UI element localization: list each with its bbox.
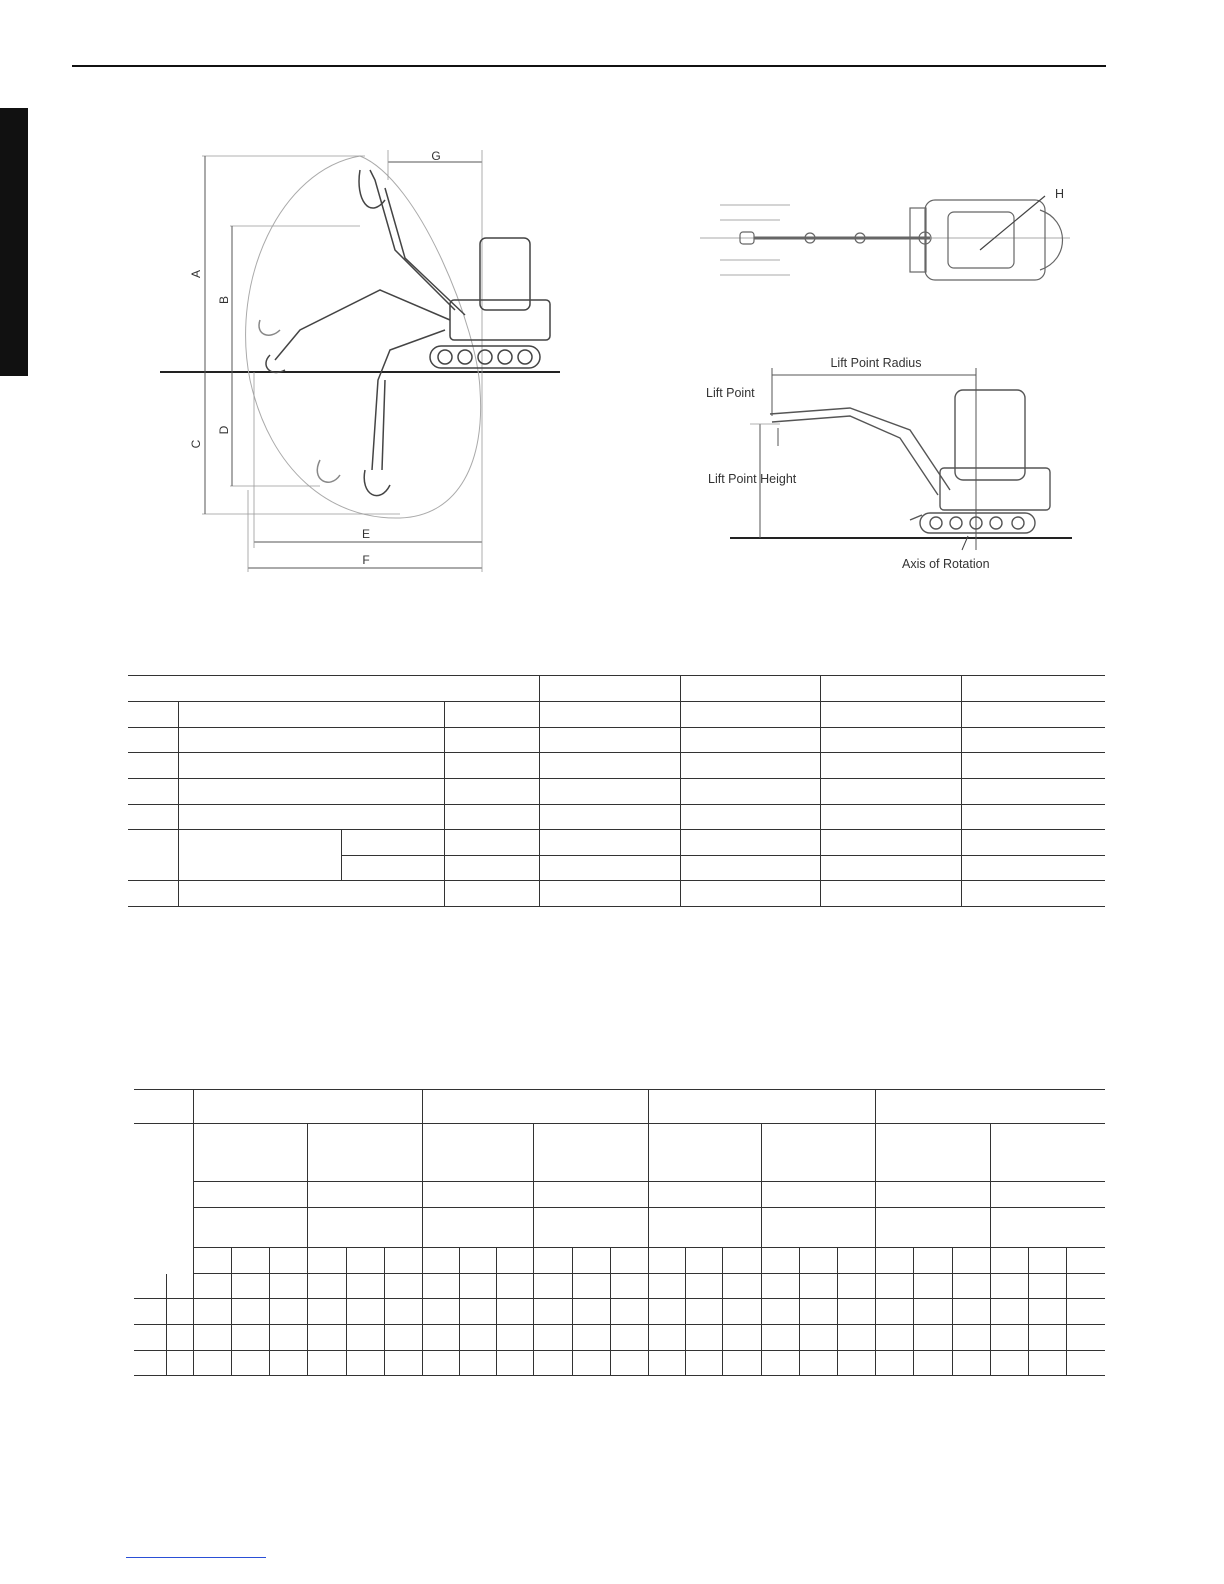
lift-header-row-3	[134, 1182, 1105, 1208]
label-h: H	[1055, 187, 1065, 201]
lift-point-svg	[700, 350, 1090, 580]
label-axis-of-rotation: Axis of Rotation	[902, 557, 990, 571]
working-range-svg	[160, 140, 580, 580]
working-range-diagram	[160, 140, 580, 580]
spec-row	[128, 728, 1105, 753]
lift-data-row	[134, 1274, 1105, 1299]
dim-label-c: C	[189, 439, 203, 449]
lift-header-row-2	[134, 1124, 1105, 1182]
swing-radius-line	[980, 196, 1045, 250]
excavator-side-illustration	[770, 390, 1050, 533]
label-lift-point-height: Lift Point Height	[708, 472, 797, 486]
dim-label-d: D	[217, 425, 231, 435]
excavator-plan-illustration	[720, 200, 1063, 280]
spec-row	[128, 881, 1105, 907]
plan-view-svg	[700, 180, 1080, 300]
spec-row	[128, 805, 1105, 830]
dim-label-f: F	[362, 553, 370, 567]
dim-label-g: G	[431, 149, 441, 163]
lift-data-row	[134, 1351, 1105, 1376]
label-lift-point-radius: Lift Point Radius	[830, 356, 922, 370]
spec-row	[128, 830, 1105, 856]
lift-capacity-table	[134, 1089, 1105, 1376]
excavator-illustration	[259, 170, 550, 496]
lift-point-diagram	[700, 350, 1090, 580]
dimension-spec-table	[128, 675, 1105, 907]
spec-row	[128, 779, 1105, 805]
dim-label-a: A	[189, 269, 203, 279]
spec-row	[128, 753, 1105, 779]
spec-row	[128, 702, 1105, 728]
section-tab	[0, 108, 28, 376]
lift-header-row-1	[134, 1090, 1105, 1124]
lift-header-row-5	[134, 1248, 1105, 1274]
dim-label-e: E	[361, 527, 371, 541]
header-rule	[72, 65, 1106, 67]
footer-link-underline[interactable]	[126, 1557, 266, 1558]
plan-view-diagram	[700, 180, 1080, 300]
reach-envelope	[246, 156, 481, 518]
label-lift-point: Lift Point	[706, 386, 755, 400]
lift-header-row-4	[134, 1208, 1105, 1248]
spec-header-row	[128, 676, 1105, 702]
dim-label-b: B	[217, 295, 231, 305]
lift-data-row	[134, 1299, 1105, 1325]
lift-data-row	[134, 1325, 1105, 1351]
